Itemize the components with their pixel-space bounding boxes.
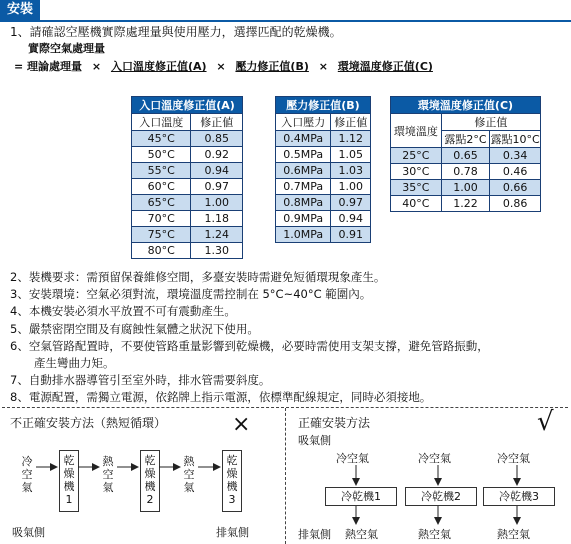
table-cell: 0.94 bbox=[191, 163, 243, 179]
table-cell: 1.30 bbox=[191, 243, 243, 259]
note-2: 2、裝機要求：需預留保養維修空間，多臺安裝時需避免短循環現象產生。 bbox=[10, 270, 386, 284]
table-cell: 0.85 bbox=[191, 131, 243, 147]
table-cell: 1.18 bbox=[191, 211, 243, 227]
cold-air-label: 冷 空 氣 bbox=[21, 455, 33, 494]
step-1-text: 1、請確認空壓機實際處理量與使用壓力，選擇匹配的乾燥機。 bbox=[10, 25, 342, 39]
hot-air-label: 熱空氣 bbox=[418, 528, 451, 541]
note-6: 6、空氣管路配置時，不要使管路重量影響到乾燥機，必要時需使用支架支撐，避免管路振動， bbox=[10, 338, 489, 353]
hot-air-label: 熱空氣 bbox=[497, 528, 530, 541]
table-cell: 1.12 bbox=[331, 131, 371, 147]
table-caption: 入口溫度修正值(A) bbox=[132, 97, 243, 114]
column-header: 入口壓力 bbox=[276, 114, 331, 131]
note-7: 7、自動排水器導管引至室外時，排水管需要斜度。 bbox=[10, 373, 271, 388]
table-cell: 65°C bbox=[132, 195, 191, 211]
table-cell: 0.9MPa bbox=[276, 211, 331, 227]
formula-result: 實際空氣處理量 bbox=[28, 42, 105, 55]
table-cell: 0.5MPa bbox=[276, 147, 331, 163]
note-5: 5、嚴禁密閉空間及有腐蝕性氣體之狀況下使用。 bbox=[10, 321, 259, 336]
formula-factor-c: 環境溫度修正值(C) bbox=[337, 60, 433, 73]
column-header: 露點10°C bbox=[490, 131, 541, 148]
hot-air-label: 熱 空 氣 bbox=[183, 455, 195, 494]
table-cell: 50°C bbox=[132, 147, 191, 163]
dryer-1-label: 乾 燥 機 1 bbox=[63, 454, 75, 506]
table-cell: 1.05 bbox=[331, 147, 371, 163]
cold-air-label: 冷空氣 bbox=[336, 452, 369, 465]
note-6-continued: 產生彎曲力矩。 bbox=[34, 356, 115, 371]
table-cell: 0.4MPa bbox=[276, 131, 331, 147]
table-cell: 70°C bbox=[132, 211, 191, 227]
table-cell: 35°C bbox=[391, 180, 442, 196]
table-cell: 0.6MPa bbox=[276, 163, 331, 179]
multiply-sign: × bbox=[91, 60, 102, 73]
intake-side-label: 吸氣側 bbox=[298, 434, 331, 447]
table-cell: 0.8MPa bbox=[276, 195, 331, 211]
intake-side-label: 吸氣側 bbox=[12, 526, 45, 539]
column-header: 修正値 bbox=[191, 114, 243, 131]
column-header: 露點2°C bbox=[441, 131, 490, 148]
table-cell: 0.86 bbox=[490, 196, 541, 212]
table-cell: 1.24 bbox=[191, 227, 243, 243]
table-cell: 75°C bbox=[132, 227, 191, 243]
check-mark-icon: √ bbox=[537, 407, 554, 437]
dryer-3-label: 乾 燥 機 3 bbox=[226, 454, 238, 506]
correct-title: 正確安裝方法 bbox=[298, 416, 371, 430]
table-cell: 30°C bbox=[391, 164, 442, 180]
table-cell: 1.03 bbox=[331, 163, 371, 179]
multiply-sign: × bbox=[318, 60, 328, 73]
table-cell: 80°C bbox=[132, 243, 191, 259]
cold-dryer-1-box: 冷乾機1 bbox=[325, 487, 397, 506]
table-cell: 1.0MPa bbox=[276, 227, 331, 243]
table-cell: 0.78 bbox=[441, 164, 490, 180]
table-cell: 1.00 bbox=[441, 180, 490, 196]
table-cell: 0.94 bbox=[331, 211, 371, 227]
table-cell: 55°C bbox=[132, 163, 191, 179]
table-cell: 0.46 bbox=[490, 164, 541, 180]
table-cell: 0.97 bbox=[331, 195, 371, 211]
cold-dryer-3-box: 冷乾機3 bbox=[483, 487, 555, 506]
exhaust-side-label: 排氣側 bbox=[298, 528, 331, 541]
column-header: 修正值 bbox=[441, 114, 540, 131]
table-caption: 環境溫度修正值(C) bbox=[391, 97, 541, 114]
column-header: 入口溫度 bbox=[132, 114, 191, 131]
table-cell: 1.00 bbox=[331, 179, 371, 195]
table-cell: 0.34 bbox=[490, 148, 541, 164]
table-cell: 0.92 bbox=[191, 147, 243, 163]
exhaust-side-label: 排氣側 bbox=[216, 526, 249, 539]
hot-air-label: 熱空氣 bbox=[345, 528, 378, 541]
cold-air-label: 冷空氣 bbox=[418, 452, 451, 465]
column-header: 環境溫度 bbox=[391, 114, 442, 148]
table-cell: 0.91 bbox=[331, 227, 371, 243]
multiply-sign: × bbox=[216, 60, 226, 73]
cold-air-label: 冷空氣 bbox=[497, 452, 530, 465]
dryer-2-label: 乾 燥 機 2 bbox=[144, 454, 156, 506]
formula-equals: = 理論處理量 bbox=[14, 60, 83, 73]
cross-mark-icon: × bbox=[232, 412, 251, 437]
incorrect-title: 不正確安裝方法（熱短循環） bbox=[10, 416, 167, 430]
table-cell: 0.65 bbox=[441, 148, 490, 164]
note-8: 8、電源配置，需獨立電源，依銘牌上指示電源，依標準配線規定，同時必須接地。 bbox=[10, 390, 432, 405]
note-4: 4、本機安裝必須水平放置不可有震動產生。 bbox=[10, 304, 236, 319]
table-cell: 1.00 bbox=[191, 195, 243, 211]
cold-dryer-2-box: 冷乾機2 bbox=[405, 487, 477, 506]
table-cell: 45°C bbox=[132, 131, 191, 147]
table-cell: 40°C bbox=[391, 196, 442, 212]
table-caption: 壓力修正值(B) bbox=[276, 97, 371, 114]
table-cell: 25°C bbox=[391, 148, 442, 164]
table-cell: 60°C bbox=[132, 179, 191, 195]
formula-factor-a: 入口溫度修正值(A) bbox=[110, 60, 207, 73]
table-cell: 0.7MPa bbox=[276, 179, 331, 195]
table-cell: 0.66 bbox=[490, 180, 541, 196]
section-title: 安裝 bbox=[0, 0, 40, 20]
table-cell: 0.97 bbox=[191, 179, 243, 195]
note-3: 3、安裝環境：空氣必須對流，環境溫度需控制在 5°C~40°C 範圍內。 bbox=[10, 287, 372, 302]
column-header: 修正値 bbox=[331, 114, 371, 131]
hot-air-label: 熱 空 氣 bbox=[102, 455, 114, 494]
formula-factor-b: 壓力修正值(B) bbox=[235, 60, 309, 73]
table-cell: 1.22 bbox=[441, 196, 490, 212]
